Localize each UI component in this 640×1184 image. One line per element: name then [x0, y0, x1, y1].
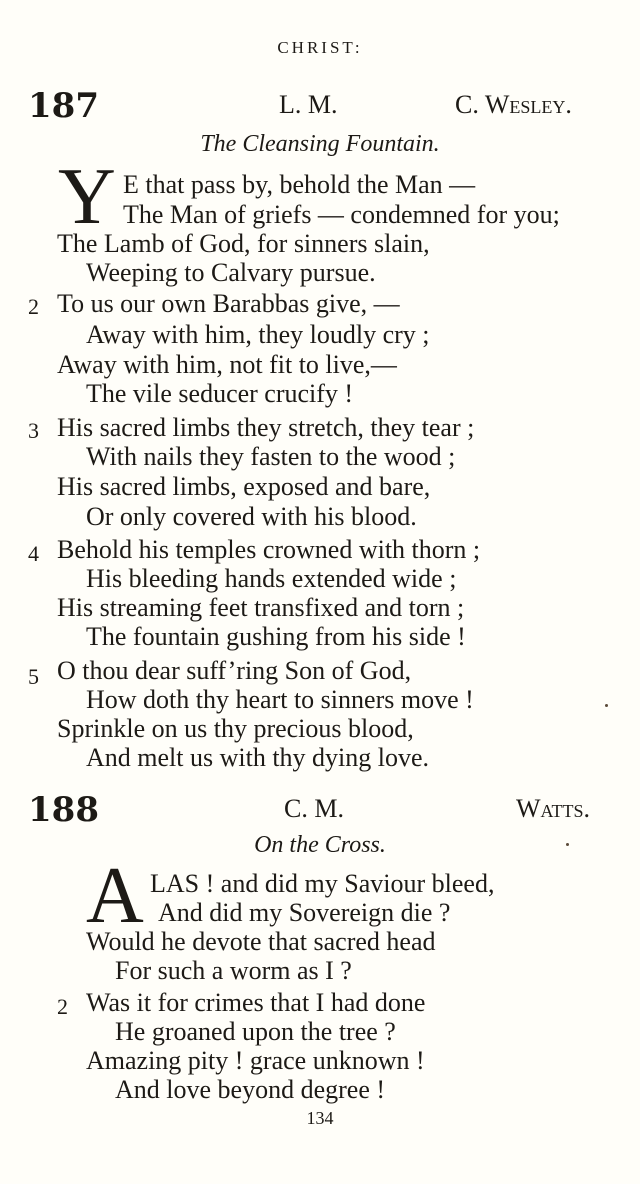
verse-line: Behold his temples crowned with thorn ;	[57, 535, 481, 564]
page-number: 134	[306, 1108, 334, 1128]
verse-line: His streaming feet transfixed and torn ;	[57, 593, 465, 622]
hymn-188-header	[0, 790, 640, 830]
meter: L. M.	[279, 90, 338, 119]
verse-line: And love beyond degree !	[115, 1075, 386, 1104]
verse-line: His bleeding hands extended wide ;	[86, 564, 457, 593]
hymn-title: On the Cross.	[254, 832, 386, 858]
drop-cap: A	[86, 852, 144, 940]
verse-line: Away with him, they loudly cry ;	[86, 320, 430, 349]
stanza-number: 2	[28, 294, 39, 319]
stanza-number: 5	[28, 664, 39, 689]
hymn-187-header	[0, 86, 640, 126]
verse-line: O thou dear suff’ring Son of God,	[57, 656, 412, 685]
verse-line: LAS ! and did my Saviour bleed,	[150, 869, 495, 898]
verse-line: For such a worm as I ?	[115, 956, 352, 985]
verse-line: Would he devote that sacred head	[86, 927, 436, 956]
verse-line: To us our own Barabbas give, —	[57, 289, 400, 318]
verse-line: How doth thy heart to sinners move !	[86, 685, 474, 714]
stanza-number: 4	[28, 541, 39, 566]
hymn-number: 188	[28, 790, 99, 830]
verse-line: And did my Sovereign die ?	[158, 898, 451, 927]
verse-line: His sacred limbs they stretch, they tear ;	[57, 413, 475, 442]
verse-line: Or only covered with his blood.	[86, 502, 417, 531]
hymn-number: 187	[28, 86, 99, 126]
verse-line: He groaned upon the tree ?	[115, 1017, 396, 1046]
verse-line: The Lamb of God, for sinners slain,	[57, 229, 430, 258]
author: C. Wesley.	[455, 90, 572, 119]
verse-line: The fountain gushing from his side !	[86, 622, 466, 651]
verse-line: With nails they fasten to the wood ;	[86, 442, 456, 471]
drop-cap: Y	[58, 153, 116, 241]
verse-line: Was it for crimes that I had done	[86, 988, 426, 1017]
verse-line: E that pass by, behold the Man —	[123, 170, 476, 199]
verse-line: The Man of griefs — condemned for you;	[123, 200, 560, 229]
verse-line: Sprinkle on us thy precious blood,	[57, 714, 414, 743]
print-speck	[566, 843, 569, 846]
verse-line: Away with him, not fit to live,—	[57, 350, 397, 379]
verse-line: Weeping to Calvary pursue.	[86, 258, 376, 287]
stanza-number: 3	[28, 418, 39, 443]
print-speck	[605, 704, 608, 707]
hymn-title: The Cleansing Fountain.	[200, 131, 440, 157]
verse-line: And melt us with thy dying love.	[86, 743, 430, 772]
running-head: CHRIST:	[277, 38, 363, 57]
author: Watts.	[516, 794, 591, 823]
verse-line: His sacred limbs, exposed and bare,	[57, 472, 431, 501]
stanza-number: 2	[57, 994, 68, 1019]
verse-line: The vile seducer crucify !	[86, 379, 354, 408]
verse-line: Amazing pity ! grace unknown !	[86, 1046, 425, 1075]
meter: C. M.	[284, 794, 344, 823]
